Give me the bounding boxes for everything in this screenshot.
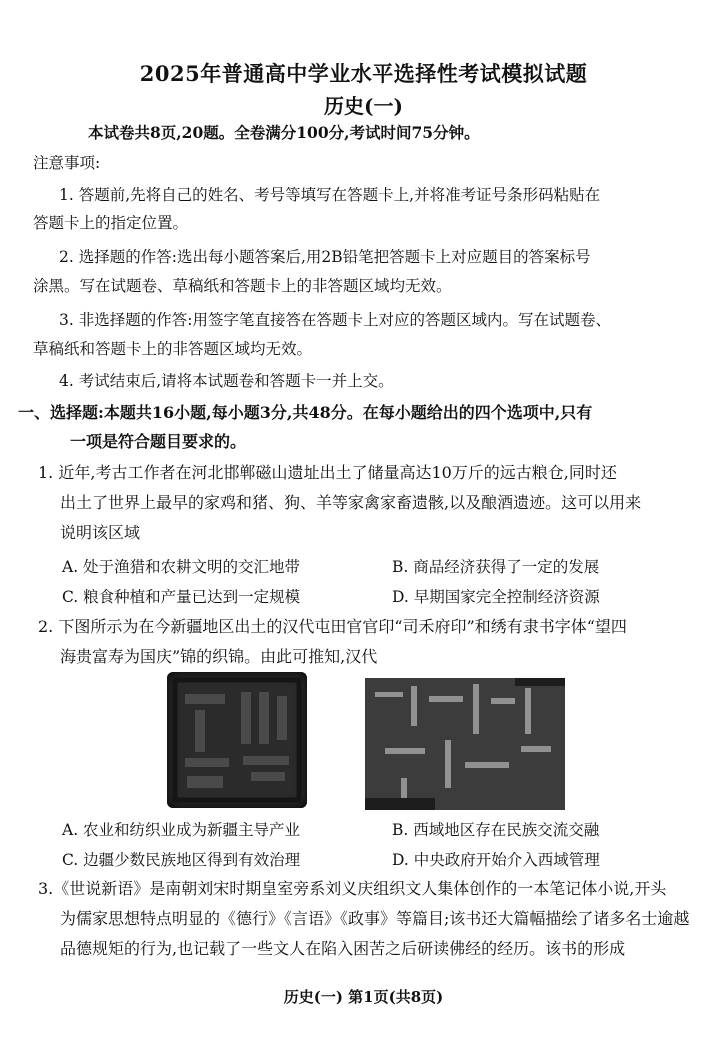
q3-stem-line-3: 品德规矩的行为,也记载了一些文人在陷入困苦之后研读佛经的经历。该书的形成 xyxy=(60,939,626,958)
brocade-image xyxy=(365,678,565,810)
q1-option-c: C. 粮食种植和产量已达到一定规模 xyxy=(62,588,301,606)
q3-stem-line-1: 3.《世说新语》是南朝刘宋时期皇室旁系刘义庆组织文人集体创作的一本笔记体小说,开头 xyxy=(38,879,667,898)
q3-stem-line-2: 为儒家思想特点明显的《德行》《言语》《政事》等篇目;该书还大篇幅描绘了诸多名士逾越 xyxy=(60,909,690,928)
notice-item-1-line-2: 答题卡上的指定位置。 xyxy=(33,214,189,232)
q1-option-b: B. 商品经济获得了一定的发展 xyxy=(392,558,600,576)
notice-item-2-line-2: 涂黑。写在试题卷、草稿纸和答题卡上的非答题区域均无效。 xyxy=(33,277,452,295)
notice-item-4: 4. 考试结束后,请将本试题卷和答题卡一并上交。 xyxy=(59,372,394,390)
q2-option-d: D. 中央政府开始介入西域管理 xyxy=(392,851,600,869)
q1-stem-line-2: 出土了世界上最早的家鸡和猪、狗、羊等家禽家畜遗骸,以及酿酒遗迹。这可以用来 xyxy=(60,493,642,512)
seal-image xyxy=(167,672,307,808)
section-1-heading-line-2: 一项是符合题目要求的。 xyxy=(70,432,247,451)
notice-item-3-line-2: 草稿纸和答题卡上的非答题区域均无效。 xyxy=(33,340,313,358)
q2-stem-line-2: 海贵富寿为国庆”锦的织锦。由此可推知,汉代 xyxy=(60,647,378,666)
exam-subtitle: 历史(一) xyxy=(324,94,403,118)
q2-option-a: A. 农业和纺织业成为新疆主导产业 xyxy=(62,821,301,839)
exam-title: 2025年普通高中学业水平选择性考试模拟试题 xyxy=(139,61,588,86)
notice-item-2-line-1: 2. 选择题的作答:选出每小题答案后,用2B铅笔把答题卡上对应题目的答案标号 xyxy=(59,248,591,266)
notice-item-3-line-1: 3. 非选择题的作答:用签字笔直接答在答题卡上对应的答题区域内。写在试题卷、 xyxy=(59,311,611,329)
page-footer: 历史(一) 第1页(共8页) xyxy=(283,988,444,1006)
q1-option-a: A. 处于渔猎和农耕文明的交汇地带 xyxy=(62,558,301,576)
exam-info: 本试卷共8页,20题。全卷满分100分,考试时间75分钟。 xyxy=(88,123,480,142)
q1-option-d: D. 早期国家完全控制经济资源 xyxy=(392,588,600,606)
section-1-heading-line-1: 一、选择题:本题共16小题,每小题3分,共48分。在每小题给出的四个选项中,只有 xyxy=(18,403,593,422)
notice-item-1-line-1: 1. 答题前,先将自己的姓名、考号等填写在答题卡上,并将准考证号条形码粘贴在 xyxy=(59,186,601,204)
q2-stem-line-1: 2. 下图所示为在今新疆地区出土的汉代屯田官官印“司禾府印”和绣有隶书字体“望四 xyxy=(38,617,627,636)
q1-stem-line-3: 说明该区域 xyxy=(60,523,141,542)
notice-heading: 注意事项: xyxy=(33,154,101,172)
q2-option-b: B. 西域地区存在民族交流交融 xyxy=(392,821,600,839)
q1-stem-line-1: 1. 近年,考古工作者在河北邯郸磁山遗址出土了储量高达10万斤的远古粮仓,同时还 xyxy=(38,463,617,482)
q2-option-c: C. 边疆少数民族地区得到有效治理 xyxy=(62,851,301,869)
